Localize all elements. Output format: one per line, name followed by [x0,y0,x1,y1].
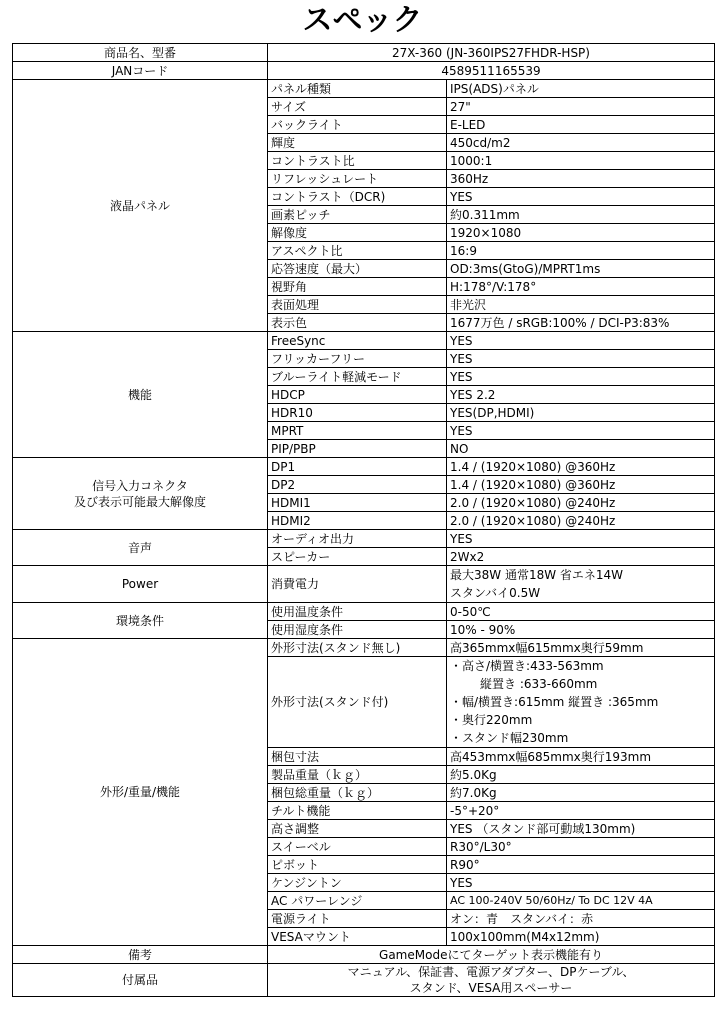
spec-value [447,820,715,838]
spec-value [447,566,715,603]
spec-value-line: YES [450,369,473,384]
spec-value [447,838,715,856]
spec-value-line: AC 100-240V 50/60Hz/ To DC 12V 4A [450,893,653,907]
spec-value-line: 約0.311mm [450,207,520,222]
spec-label: 表示色 [268,314,447,332]
spec-value-line: 1.4 / (1920×1080) @360Hz [450,477,616,492]
spec-value [447,350,715,368]
spec-label: HDCP [268,386,447,404]
spec-value-line: 非光沢 [450,297,487,312]
row-value-line: スタンド、VESA用スペーサー [409,981,573,995]
row-label: 備考 [13,946,268,964]
category-cell [13,603,268,639]
spec-value [447,476,715,494]
spec-value [447,296,715,314]
spec-value-line: 1.4 / (1920×1080) @360Hz [450,459,616,474]
category-line: 外形/重量/機能 [99,785,181,799]
row-value [268,964,715,997]
spec-label: ブルーライト軽減モード [268,368,447,386]
spec-value [447,603,715,621]
spec-value-line: YES [450,531,473,546]
page-title: スペック [302,3,423,38]
spec-value-line: R90° [450,857,480,872]
spec-row [13,332,715,350]
spec-value-line: -5°+20° [450,803,500,818]
spec-value-line: YES [450,875,473,890]
spec-value-line: 450cd/m2 [450,135,511,150]
spec-value [447,206,715,224]
spec-value [447,80,715,98]
spec-label: ケンジントン [268,874,447,892]
spec-value-line: ・幅/横置き:615mm 縦置き :365mm [450,695,659,709]
spec-label: アスペクト比 [268,242,447,260]
spec-label: 製品重量（ｋｇ） [268,766,447,784]
spec-label: 高さ調整 [268,820,447,838]
spec-row [13,964,715,997]
spec-value-line: 10% - 90% [450,622,516,637]
spec-value [447,494,715,512]
spec-label: チルト機能 [268,802,447,820]
spec-value-line: 2.0 / (1920×1080) @240Hz [450,495,616,510]
spec-label: フリッカーフリー [268,350,447,368]
spec-value [447,152,715,170]
spec-value [447,260,715,278]
spec-value [447,639,715,657]
spec-value [447,928,715,946]
spec-value-line: 360Hz [450,171,489,186]
spec-value-line: 27" [450,99,471,114]
spec-label: 解像度 [268,224,447,242]
spec-label: 消費電力 [268,566,447,603]
spec-value [447,856,715,874]
spec-value [447,657,715,748]
spec-value-line: 16:9 [450,243,477,258]
spec-value-line: IPS(ADS)パネル [450,81,539,96]
category-cell [13,639,268,946]
spec-label: PIP/PBP [268,440,447,458]
spec-label: 使用温度条件 [268,603,447,621]
spec-value [447,784,715,802]
spec-value-line: YES [450,333,473,348]
spec-value [447,440,715,458]
spec-value-line: 高453mmx幅685mmx奥行193mm [450,749,652,764]
spec-row [13,80,715,98]
spec-value [447,170,715,188]
category-cell [13,332,268,458]
row-value [268,946,715,964]
spec-label: HDMI2 [268,512,447,530]
category-cell [13,566,268,603]
spec-value-line: YES [450,189,473,204]
spec-value [447,530,715,548]
spec-value-line: 最大38W 通常18W 省エネ14W [450,568,624,582]
spec-value-line: R30°/L30° [450,839,512,854]
spec-label: コントラスト比 [268,152,447,170]
row-label: 商品名、型番 [13,44,268,62]
spec-label: 外形寸法(スタンド付) [268,657,447,748]
spec-label: リフレッシュレート [268,170,447,188]
spec-value [447,386,715,404]
category-line: 及び表示可能最大解像度 [73,494,206,509]
spec-label: HDMI1 [268,494,447,512]
spec-value-line: H:178°/V:178° [450,279,537,294]
category-line: 信号入力コネクタ [92,478,188,493]
spec-value-line: YES 2.2 [450,387,496,402]
spec-label: VESAマウント [268,928,447,946]
spec-value [447,332,715,350]
spec-label: 梱包寸法 [268,748,447,766]
spec-label: 使用湿度条件 [268,621,447,639]
spec-value [447,188,715,206]
spec-label: 輝度 [268,134,447,152]
spec-value-line: YES [450,351,473,366]
row-label: 付属品 [13,964,268,997]
spec-label: 電源ライト [268,910,447,928]
spec-value-line: 約7.0Kg [450,785,497,800]
spec-row [13,566,715,603]
spec-label: オーディオ出力 [268,530,447,548]
spec-value-line: 1920×1080 [450,225,522,240]
spec-row [13,946,715,964]
spec-label: パネル種類 [268,80,447,98]
spec-label: スイーベル [268,838,447,856]
spec-label: 応答速度（最大） [268,260,447,278]
spec-row [13,530,715,548]
spec-row [13,603,715,621]
spec-value [447,892,715,910]
spec-value-line: 0-50℃ [450,604,491,619]
spec-value [447,910,715,928]
spec-label: 視野角 [268,278,447,296]
spec-value-line: ・スタンド幅230mm [450,731,569,745]
spec-row [13,44,715,62]
spec-value [447,621,715,639]
spec-label: バックライト [268,116,447,134]
row-value-line: GameModeにてターゲット表示機能有り [379,947,603,962]
spec-value [447,368,715,386]
category-line: 液晶パネル [109,198,170,213]
row-value-line: マニュアル、保証書、電源アダプター、DPケーブル、 [347,965,635,979]
spec-value-line: 2Wx2 [450,549,485,564]
spec-value [447,134,715,152]
spec-value [447,422,715,440]
spec-row [13,639,715,657]
spec-label: HDR10 [268,404,447,422]
spec-value [447,98,715,116]
spec-row [13,458,715,476]
spec-value-line: 1677万色 / sRGB:100% / DCI-P3:83% [450,315,670,330]
spec-value [447,512,715,530]
row-value: 27X-360 (JN-360IPS27FHDR-HSP) [268,44,715,62]
spec-value-line: 高365mmx幅615mmx奥行59mm [450,640,644,655]
spec-value-line: 2.0 / (1920×1080) @240Hz [450,513,616,528]
spec-value [447,748,715,766]
row-value: 4589511165539 [268,62,715,80]
spec-value-line: ・高さ/横置き:433-563mm [450,659,604,673]
spec-value [447,278,715,296]
spec-value [447,548,715,566]
spec-value-line: YES （スタンド部可動域130mm) [450,821,636,836]
category-line: 機能 [127,387,152,402]
spec-label: DP1 [268,458,447,476]
spec-label: DP2 [268,476,447,494]
spec-value-line: オン：青 スタンバイ：赤 [450,911,594,926]
spec-label: ピボット [268,856,447,874]
spec-value [447,458,715,476]
spec-label: 梱包総重量（ｋｇ） [268,784,447,802]
spec-value-line: OD:3ms(GtoG)/MPRT1ms [450,261,601,276]
spec-label: 画素ピッチ [268,206,447,224]
spec-label: 外形寸法(スタンド無し) [268,639,447,657]
category-cell [13,80,268,332]
spec-value-line: NO [450,441,469,456]
category-line: 環境条件 [115,613,164,628]
spec-label: コントラスト（DCR) [268,188,447,206]
spec-label: スピーカー [268,548,447,566]
spec-value [447,802,715,820]
spec-value [447,404,715,422]
spec-value-line: 100x100mm(M4x12mm) [450,929,600,944]
row-label: JANコード [13,62,268,80]
category-cell [13,530,268,566]
category-cell [13,458,268,530]
spec-label: AC パワーレンジ [268,892,447,910]
spec-value-line: 約5.0Kg [450,767,497,782]
spec-value [447,874,715,892]
spec-table [12,43,715,997]
spec-value-line: YES [450,423,473,438]
spec-value-line: YES(DP,HDMI) [450,405,535,420]
category-line: 音声 [127,540,152,555]
spec-value [447,242,715,260]
spec-value-line: 縦置き :633-660mm [480,677,598,691]
spec-value [447,314,715,332]
spec-label: MPRT [268,422,447,440]
spec-value [447,766,715,784]
spec-value-line: E-LED [450,117,486,132]
spec-label: FreeSync [268,332,447,350]
spec-label: サイズ [268,98,447,116]
category-line: Power [121,577,159,591]
spec-value [447,116,715,134]
spec-value [447,224,715,242]
spec-value-line: ・奥行220mm [450,713,533,727]
spec-label: 表面処理 [268,296,447,314]
spec-value-line: スタンバイ0.5W [450,586,541,600]
spec-value-line: 1000:1 [450,153,493,168]
spec-row [13,62,715,80]
